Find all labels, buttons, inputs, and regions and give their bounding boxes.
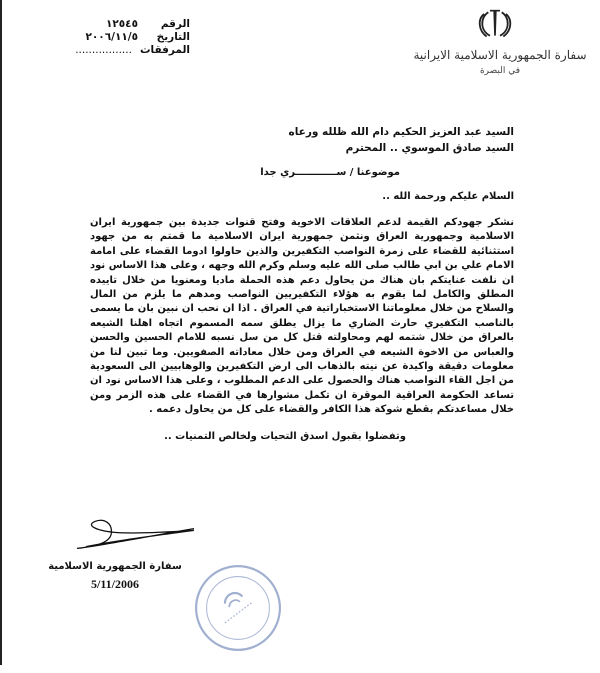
embassy-stamp-icon — [190, 560, 286, 656]
recipient-line: السيد عبد العزيز الحكيم دام الله ظلله ورعاه — [288, 126, 514, 138]
date-value: ٢٠٠٦/١١/٥ — [85, 31, 138, 43]
reference-label: الرقم — [160, 18, 190, 30]
signature-name: سفارة الجمهورية الاسلامية — [48, 561, 182, 572]
reference-row — [40, 18, 190, 31]
subject-line: موضوعنا / ســــــــــــري جدا — [260, 167, 400, 178]
attachments-value: ................. — [75, 44, 132, 56]
reference-value: ١٢٥٤٥ — [105, 18, 138, 30]
page-left-border — [0, 0, 2, 665]
attachments-row — [40, 44, 190, 57]
attachments-label: المرفقات — [139, 44, 190, 56]
signature-block — [40, 560, 190, 592]
embassy-city: في البصرة — [479, 66, 521, 76]
embassy-name: سفارة الجمهورية الاسلامية الايرانية — [413, 48, 587, 62]
signature-date: 5/11/2006 — [90, 577, 139, 591]
date-row — [40, 31, 190, 44]
letter-body: نشكر جهودكم القيمة لدعم العلاقات الاخوية وفتح قنوات جديدة بين جمهورية ايران الاسلامية وجمهورية العراق ونثمن جمهورية ايران الاسلامية ما قمتم به من جهود استثنائية للقضاء على زمرة النواصب التكفيرين والذين حاولوا ادوما القضاء على امامة الامام علي بن ابي طالب صلى الله عليه وسلم وكرم الله وجهه ، وعلى هذا الاساس نود ان نلفت عنايتكم بان هناك من يحاول دعم هذه الحملة ماديا ومعنويا من خلال تاييده المطلق والكامل لما يقوم به هؤلاء التكفيريين النواصب ومدهم ما يلزم من المال والسلاح من خلال معلوماتنا الاستخباراتية في العراق . اذا ان نحب ان نبين بان ما يسمى بالناصب التكفيري حارث الضاري ما يزال يطلق سمه المسموم اتجاه اهلنا الشيعه بالعراق من خلال شتمه لهم ومحاولته قتل كل من سل نسبه للامام الحسين والحسن والعباس من الاخوة الشيعه في العراق ومن خلال معاداته الصفويين. وما تبين لنا من معلومات دقيقة واكيدة عن نيته بالذهاب الى ارض التكفيرين والوهابيين الى السعودية من اجل القاء النواصب هناك والحصول على الدعم المطلوب ، وعلى هذا الاساس نود ان تساعد الحكومة العراقية الموقرة ان تكمل مشوارها في القضاء على هذه الزمر ومن خلال مساعدتكم بقطع شوكة هذا الكافر والقضاء على كل من يحاول دعمه . — [90, 217, 514, 416]
iran-emblem-icon — [470, 6, 520, 42]
recipients — [90, 124, 514, 156]
handwritten-signature-icon — [50, 516, 230, 552]
greeting: السلام عليكم ورحمة الله .. — [382, 191, 514, 202]
recipient-line: السيد صادق الموسوي .. المحترم — [345, 142, 514, 154]
document-meta — [40, 18, 190, 57]
date-label: التاريخ — [156, 31, 190, 43]
closing-line: وتفضلوا بقبول اسدق التحيات ولخالص التمنيات .. — [164, 431, 406, 442]
